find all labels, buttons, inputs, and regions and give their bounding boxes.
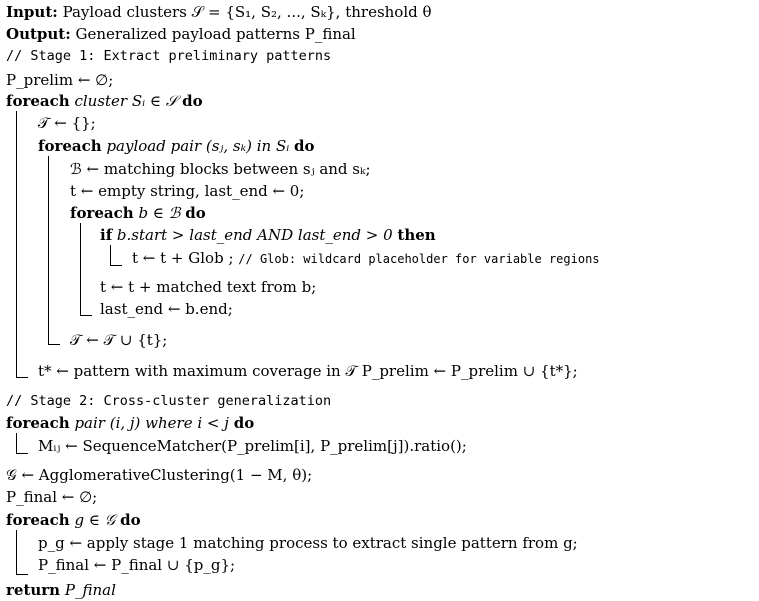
block-rule-block-end [80, 315, 92, 316]
block-rule-group-end [16, 574, 28, 575]
glob-append: t ← t + Glob ; // Glob: wildcard placeholder for variable regions [132, 249, 600, 267]
block-rule-pair-end [16, 453, 28, 454]
block-rule-payload-end [48, 344, 60, 345]
agglomerative-line: 𝒢 ← AgglomerativeClustering(1 − M, θ); [6, 466, 313, 484]
block-rule-pair [16, 433, 17, 453]
foreach-block: foreach b ∈ ℬ do [70, 204, 206, 222]
block-rule-block [80, 223, 81, 315]
p-prelim-init: P_prelim ← ∅; [6, 71, 114, 89]
output-line: Output: Generalized payload patterns P_final [6, 25, 356, 43]
foreach-group: foreach g ∈ 𝒢 do [6, 511, 141, 529]
pg-assign: p_g ← apply stage 1 matching process to extract single pattern from g; [38, 534, 578, 552]
foreach-payload-pair: foreach payload pair (sⱼ, sₖ) in Sᵢ do [38, 137, 315, 155]
best-pattern-line: t* ← pattern with maximum coverage in 𝒯 P_prelim ← P_prelim ∪ {t*}; [38, 362, 578, 380]
block-rule-if-end [110, 265, 122, 266]
stage1-comment: // Stage 1: Extract preliminary patterns [6, 48, 332, 64]
foreach-cluster: foreach cluster Sᵢ ∈ 𝒮 do [6, 92, 203, 110]
t-lastend-init: t ← empty string, last_end ← 0; [70, 182, 305, 200]
foreach-pair: foreach pair (i, j) where i < j do [6, 414, 255, 432]
stage2-comment: // Stage 2: Cross-cluster generalization [6, 393, 332, 409]
p-final-init: P_final ← ∅; [6, 488, 98, 506]
block-rule-group [16, 530, 17, 574]
p-final-union: P_final ← P_final ∪ {p_g}; [38, 556, 236, 574]
return-line: return P_final [6, 581, 116, 599]
matched-text-append: t ← t + matched text from b; [100, 278, 317, 296]
block-rule-payload [48, 156, 49, 344]
t-init: 𝒯 ← {}; [38, 114, 96, 132]
sequence-matcher-line: Mᵢⱼ ← SequenceMatcher(P_prelim[i], P_prelim[j]).ratio(); [38, 437, 467, 455]
block-rule-if [110, 245, 111, 265]
lastend-update: last_end ← b.end; [100, 300, 233, 318]
block-rule-cluster-end [16, 377, 28, 378]
if-condition: if b.start > last_end AND last_end > 0 then [100, 226, 436, 244]
blocks-assign: ℬ ← matching blocks between sⱼ and sₖ; [70, 160, 371, 178]
t-set-union: 𝒯 ← 𝒯 ∪ {t}; [70, 331, 168, 349]
block-rule-cluster [16, 111, 17, 377]
input-line: Input: Payload clusters 𝒮 = {S₁, S₂, ..., Sₖ}, threshold θ [6, 3, 432, 21]
